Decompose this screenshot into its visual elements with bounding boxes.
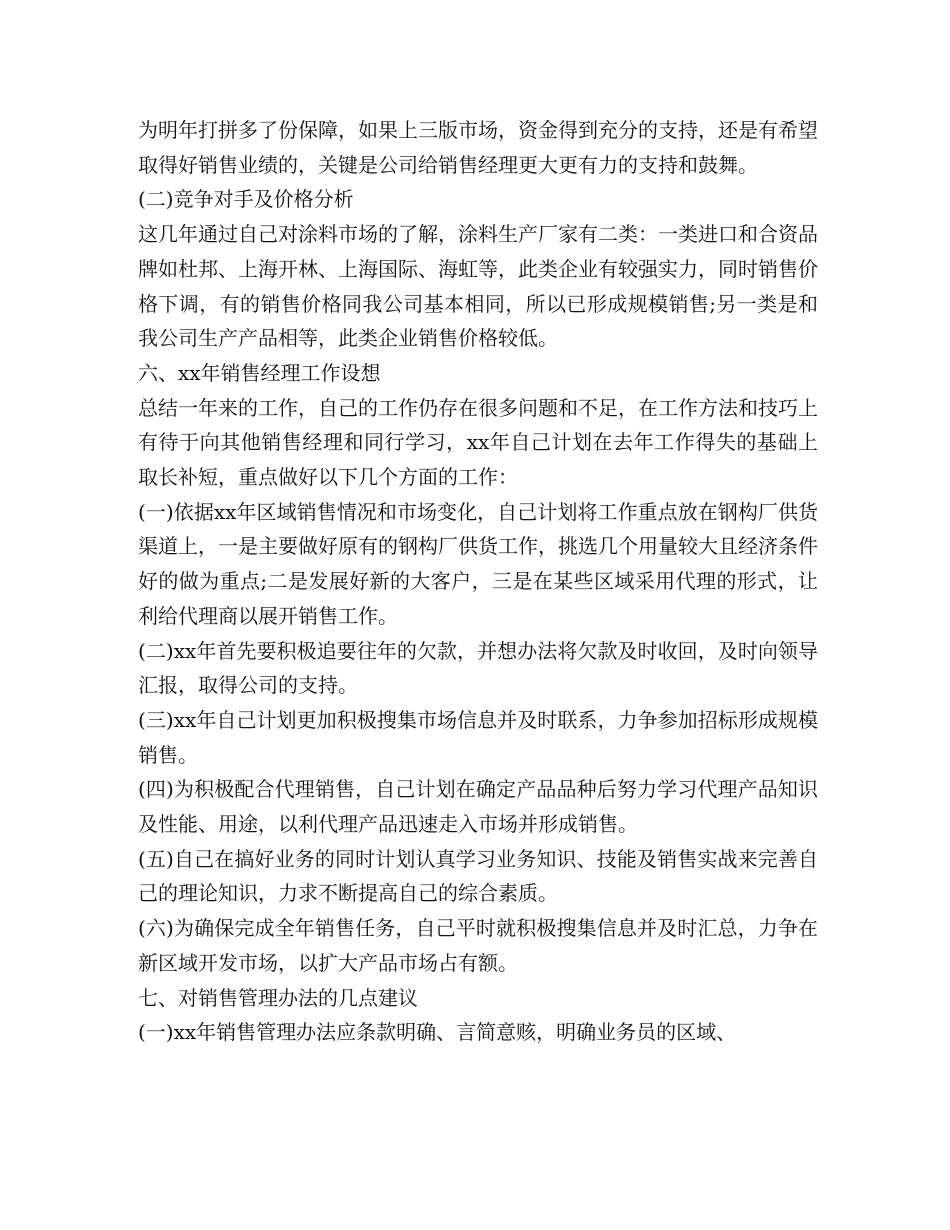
paragraph-plan-1: (一)依据xx年区域销售情况和市场变化，自己计划将工作重点放在钢构厂供货渠道上，一是主要做好原有的钢构厂供货工作，挑选几个用量较大且经济条件好的做为重点;二是发展好新的大客户，三是在某些区域采用代理的形式，让利给代理商以展开销售工作。 [138, 499, 818, 628]
paragraph-suggestion-1: (一)xx年销售管理办法应条款明确、言简意赅，明确业务员的区域、 [138, 1020, 737, 1045]
document-body [138, 113, 818, 1050]
heading-section-seven: 七、对销售管理办法的几点建议 [138, 985, 418, 1010]
paragraph-plan-2: (二)xx年首先要积极追要往年的欠款，并想办法将欠款及时收回，及时向领导汇报，取得公司的支持。 [138, 638, 818, 698]
paragraph-plan-6: (六)为确保完成全年销售任务，自己平时就积极搜集信息并及时汇总，力争在新区域开发市场，以扩大产品市场占有额。 [138, 916, 818, 975]
paragraph-plan-3: (三)xx年自己计划更加积极搜集市场信息并及时联系，力争参加招标形成规模销售。 [138, 707, 818, 767]
heading-competitor-analysis: (二)竞争对手及价格分析 [138, 187, 354, 212]
paragraph-plan-5: (五)自己在搞好业务的同时计划认真学习业务知识、技能及销售实战来完善自己的理论知识，力求不断提高自己的综合素质。 [138, 846, 818, 906]
paragraph-summary: 总结一年来的工作，自己的工作仍存在很多问题和不足，在工作方法和技巧上有待于向其他销售经理和同行学习，xx年自己计划在去年工作得失的基础上取长补短，重点做好以下几个方面的工作： [138, 395, 818, 490]
paragraph-market-analysis: 这几年通过自己对涂料市场的了解，涂料生产厂家有二类：一类进口和合资品牌如杜邦、上海开林、上海国际、海虹等，此类企业有较强实力，同时销售价格下调，有的销售价格同我公司基本相同，所以已形成规模销售;另一类是和我公司生产产品相等，此类企业销售价格较低。 [138, 222, 818, 351]
paragraph-continuation: 为明年打拼多了份保障，如果上三版市场，资金得到充分的支持，还是有希望取得好销售业绩的，关键是公司给销售经理更大更有力的支持和鼓舞。 [138, 118, 818, 177]
heading-section-six: 六、xx年销售经理工作设想 [138, 360, 381, 385]
paragraph-plan-4: (四)为积极配合代理销售，自己计划在确定产品品种后努力学习代理产品知识及性能、用途，以利代理产品迅速走入市场并形成销售。 [138, 777, 818, 837]
